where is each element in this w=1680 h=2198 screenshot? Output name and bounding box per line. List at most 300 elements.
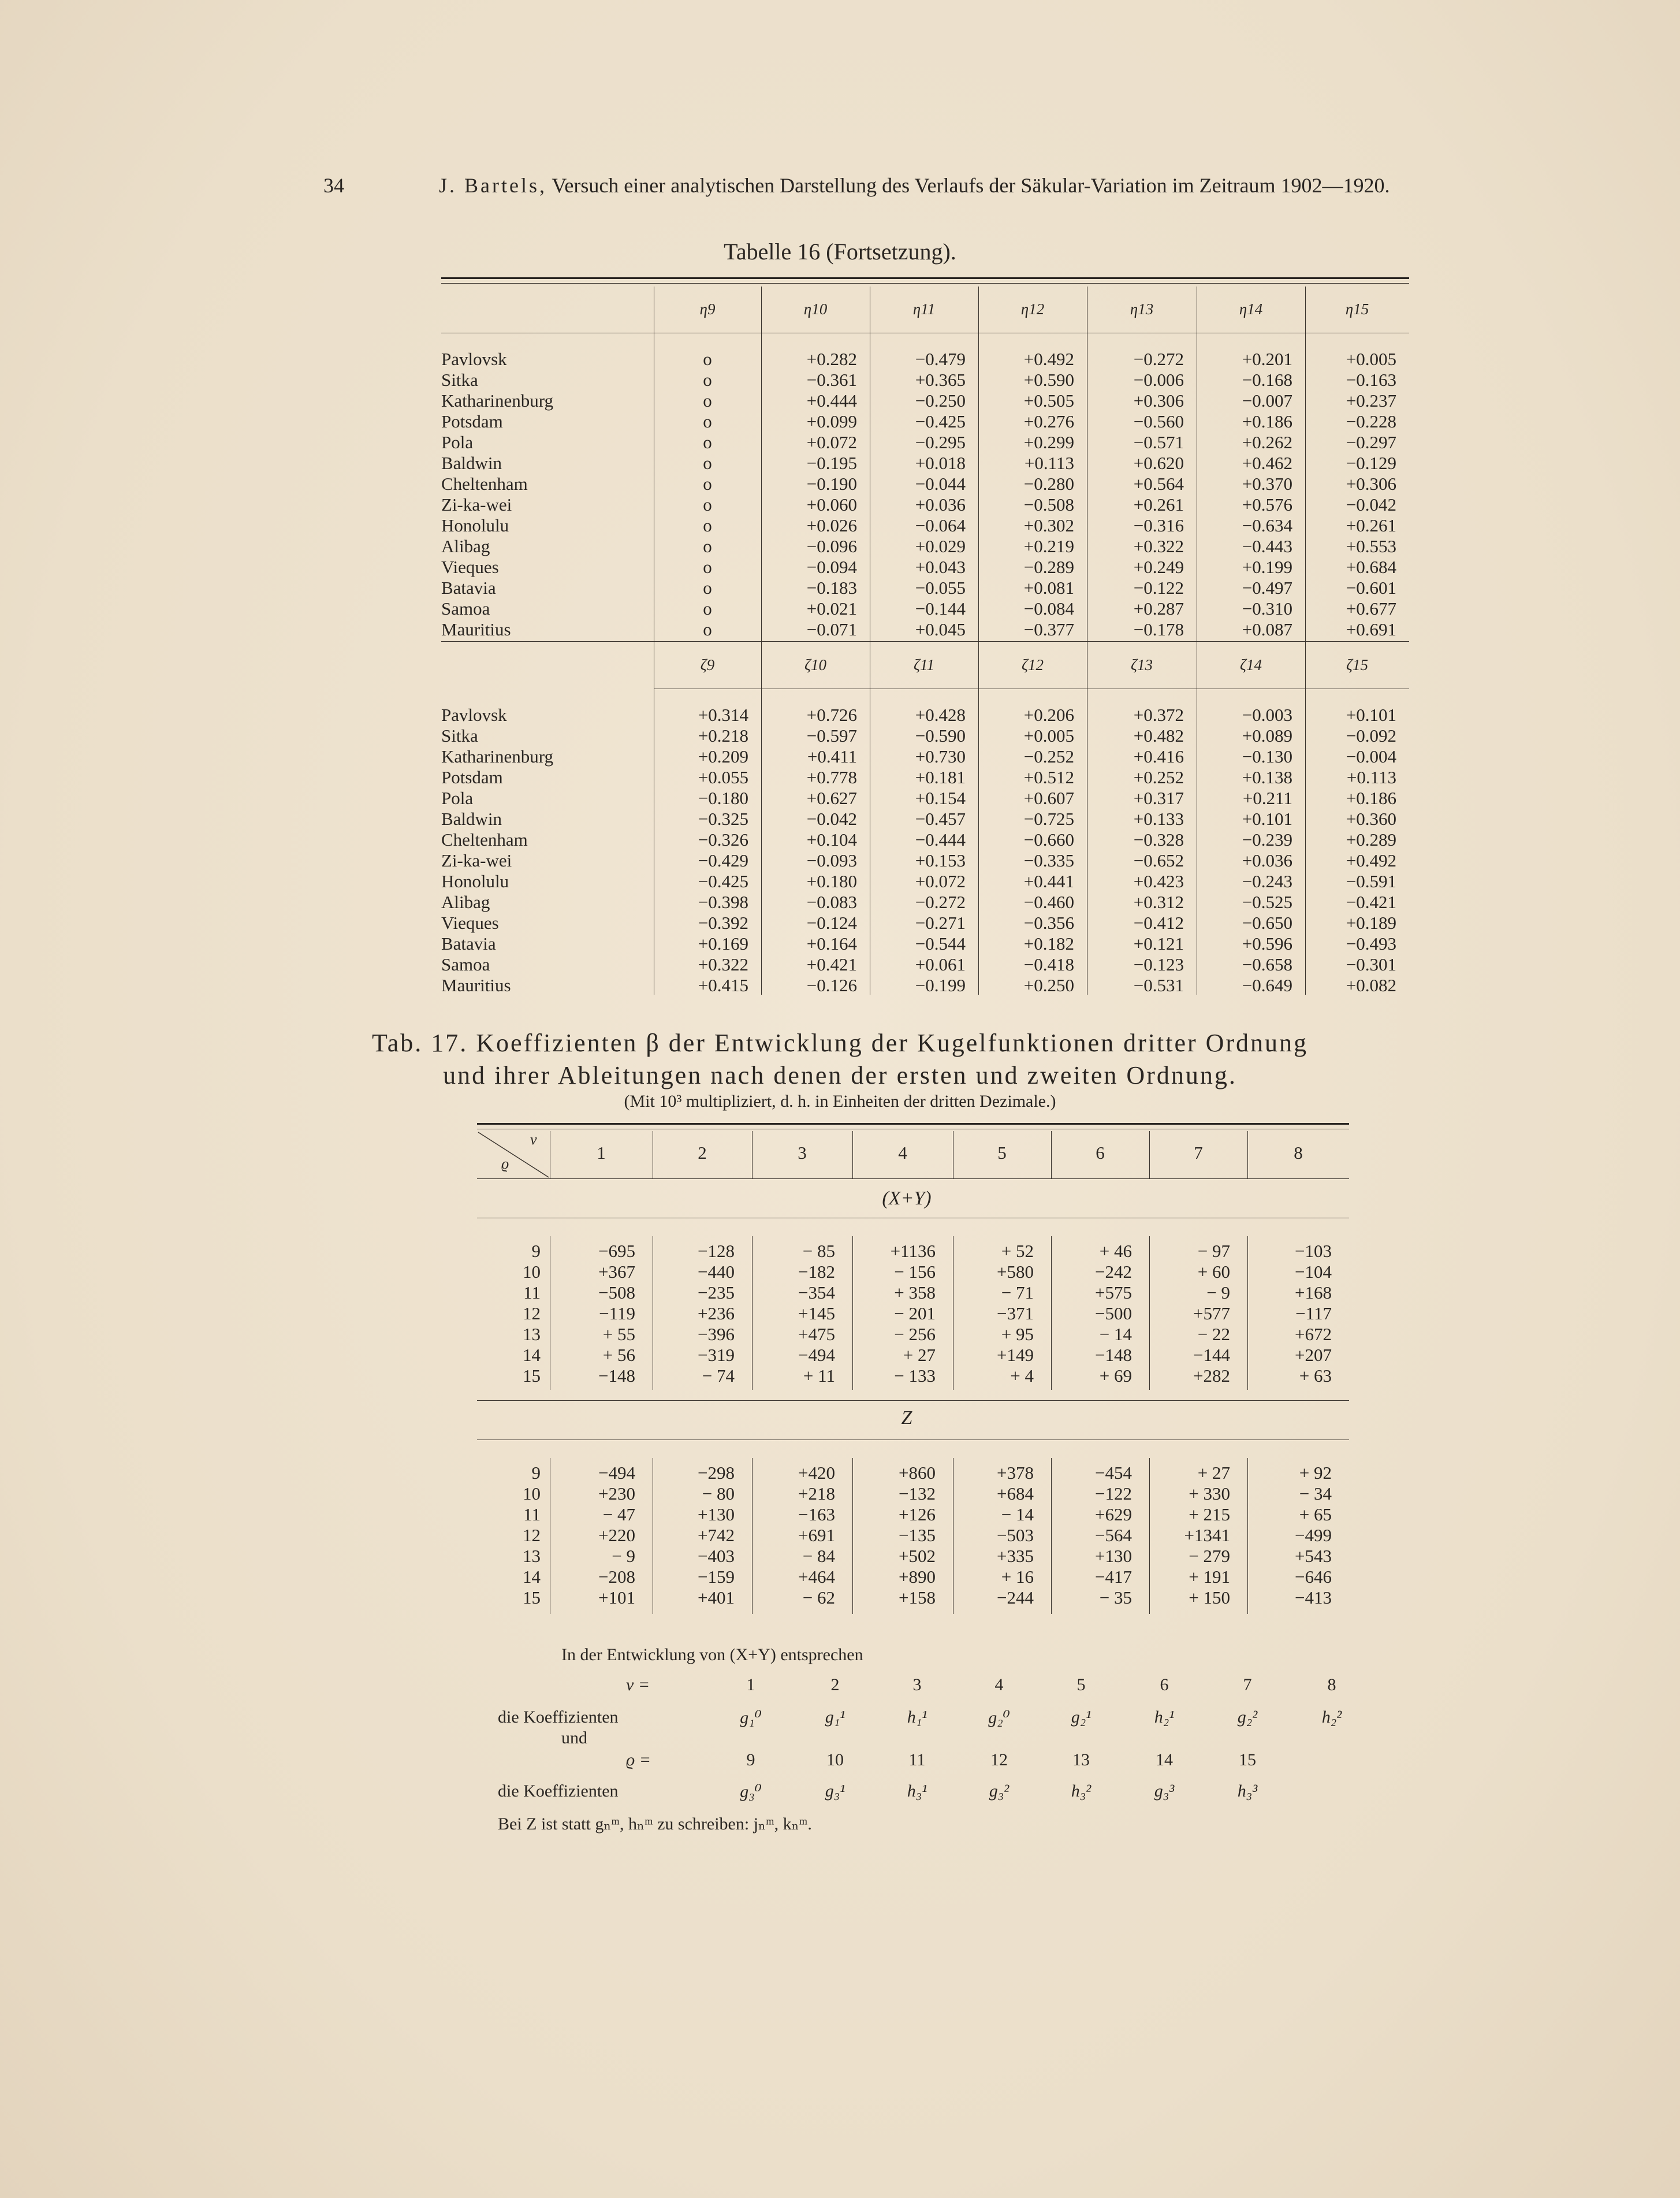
zeta-cell: +0.627 — [806, 788, 857, 808]
legend-coef-2: h₃³ — [1237, 1782, 1258, 1801]
legend-rho-value: 12 — [990, 1750, 1008, 1769]
zeta-cell: −0.531 — [1133, 975, 1184, 995]
xy_columns-cell: −494 — [798, 1345, 835, 1365]
xy_columns-cell: −117 — [1295, 1303, 1332, 1323]
eta-cell: +0.365 — [915, 370, 966, 390]
zeta-cell: −0.444 — [915, 830, 966, 850]
table17-col-header: 7 — [1194, 1143, 1203, 1163]
eta-cell: +0.444 — [806, 390, 857, 411]
zeta-cell: −0.326 — [698, 830, 748, 850]
xy_columns-column — [1247, 1241, 1332, 1386]
zeta-cell: +0.252 — [1133, 767, 1184, 787]
zeta-cell: −0.239 — [1242, 830, 1292, 850]
xy_columns-cell: +367 — [598, 1262, 635, 1282]
row-label: 13 — [523, 1324, 541, 1344]
xy_columns-cell: − 256 — [894, 1324, 936, 1344]
z_columns-cell: −298 — [698, 1463, 735, 1483]
station-name: Cheltenham — [441, 830, 528, 850]
z_columns-cell: −494 — [598, 1463, 635, 1483]
corner-rho: ϱ — [501, 1155, 509, 1172]
zeta-cell: +0.206 — [1023, 705, 1074, 725]
xy_columns-cell: + 46 — [1099, 1241, 1132, 1261]
z_columns-cell: +101 — [598, 1587, 635, 1608]
z_columns-cell: −413 — [1295, 1587, 1332, 1608]
zeta-cell: +0.036 — [1242, 850, 1292, 871]
station-name: Baldwin — [441, 809, 502, 829]
eta-cell: −0.094 — [806, 557, 857, 577]
zeta-cell: −0.335 — [1023, 850, 1074, 871]
zeta-cell: +0.415 — [698, 975, 748, 995]
zeta-cell: −0.083 — [806, 892, 857, 912]
xy_columns-cell: −235 — [698, 1282, 735, 1303]
eta-column — [978, 349, 1074, 640]
legend-nu-value: 6 — [1160, 1675, 1169, 1694]
z_columns-cell: + 191 — [1189, 1567, 1230, 1587]
eta-cell: −0.560 — [1133, 411, 1184, 432]
zeta-cell: +0.164 — [806, 934, 857, 954]
zeta-cell: −0.003 — [1242, 705, 1292, 725]
station-name: Batavia — [441, 578, 496, 598]
zeta-cell: +0.372 — [1133, 705, 1184, 725]
xy_columns-cell: −396 — [698, 1324, 735, 1344]
legend-footnote: Bei Z ist statt gₙᵐ, hₙᵐ zu schreiben: jₙᵐ, kₙᵐ. — [498, 1814, 812, 1833]
station-name: Vieques — [441, 913, 499, 933]
table17-col-header: 1 — [597, 1143, 606, 1163]
xy_columns-cell: + 358 — [894, 1282, 936, 1303]
eta-cell: +0.684 — [1346, 557, 1396, 577]
zeta-cell: −0.429 — [698, 850, 748, 871]
z_columns-cell: + 330 — [1189, 1483, 1230, 1504]
zeta-cell: +0.153 — [915, 850, 966, 871]
zeta-cell: −0.301 — [1346, 954, 1396, 975]
legend-coef-1: g₂¹ — [1071, 1708, 1092, 1727]
zeta-cell: −0.271 — [915, 913, 966, 933]
zeta-cell: +0.113 — [1346, 767, 1396, 787]
xy_columns-cell: − 74 — [702, 1366, 735, 1386]
eta-cell: o — [703, 578, 712, 598]
eta-cell: +0.261 — [1346, 515, 1396, 535]
eta-cell: −0.601 — [1346, 578, 1396, 598]
eta-cell: +0.677 — [1346, 598, 1396, 619]
zeta-cell: −0.199 — [915, 975, 966, 995]
zeta-cell: +0.133 — [1133, 809, 1184, 829]
eta-cell: +0.026 — [806, 515, 857, 535]
row-label-column — [477, 1241, 541, 1386]
eta-cell: −0.144 — [915, 598, 966, 619]
legend-nu-value: 2 — [830, 1675, 840, 1694]
eta-cell: −0.634 — [1242, 515, 1292, 535]
legend-nu-label: ν = — [626, 1675, 650, 1694]
eta-header: η10 — [803, 300, 828, 318]
row-label: 11 — [523, 1504, 541, 1524]
eta-cell: +0.087 — [1242, 619, 1292, 639]
eta-cell: −0.044 — [915, 474, 966, 494]
zeta-cell: +0.607 — [1023, 788, 1074, 808]
z_columns-cell: − 279 — [1189, 1546, 1230, 1566]
zeta-cell: −0.650 — [1242, 913, 1292, 933]
legend-rho-value: 15 — [1239, 1750, 1256, 1769]
xy_columns-cell: − 156 — [894, 1262, 936, 1282]
eta-cell: +0.287 — [1133, 598, 1184, 619]
table17-header-rule — [477, 1178, 1349, 1179]
zeta-cell: −0.252 — [1023, 746, 1074, 767]
header-author: J. Bartels, — [439, 174, 547, 197]
eta-cell: −0.508 — [1023, 494, 1074, 515]
station-name: Zi-ka-wei — [441, 494, 512, 515]
eta-cell: o — [703, 515, 712, 535]
zeta-cell: −0.126 — [806, 975, 857, 995]
z_columns-cell: −646 — [1295, 1567, 1332, 1587]
z_columns-cell: +220 — [598, 1525, 635, 1545]
eta-cell: −0.310 — [1242, 598, 1292, 619]
zeta-cell: −0.243 — [1242, 871, 1292, 891]
z_columns-column — [1051, 1463, 1132, 1608]
zeta-cell: +0.596 — [1242, 934, 1292, 954]
eta-cell: +0.021 — [806, 598, 857, 619]
eta-cell: −0.571 — [1133, 432, 1184, 452]
zeta-cell: −0.325 — [698, 809, 748, 829]
station-name: Alibag — [441, 892, 490, 912]
z_columns-cell: − 62 — [802, 1587, 835, 1608]
legend-coef-2: h₃² — [1071, 1782, 1092, 1801]
zeta-cell: −0.180 — [698, 788, 748, 808]
zeta-cell: +0.416 — [1133, 746, 1184, 767]
zeta-header: ζ10 — [804, 656, 826, 674]
table17-subtitle: (Mit 10³ multipliziert, d. h. in Einheiten der dritten Dezimale.) — [624, 1092, 1056, 1111]
z_columns-cell: +684 — [997, 1483, 1034, 1504]
xy_columns-column — [653, 1241, 735, 1386]
xy_columns-cell: + 56 — [602, 1345, 635, 1365]
xy_columns-cell: +145 — [798, 1303, 835, 1323]
zeta-cell: +0.101 — [1346, 705, 1396, 725]
eta-column — [654, 349, 761, 640]
zeta-cell: −0.328 — [1133, 830, 1184, 850]
zeta-header: ζ11 — [914, 656, 934, 674]
z_columns-cell: − 14 — [1001, 1504, 1034, 1524]
zeta-cell: −0.418 — [1023, 954, 1074, 975]
eta-cell: +0.099 — [806, 411, 857, 432]
zeta-cell: +0.360 — [1346, 809, 1396, 829]
zeta-cell: −0.272 — [915, 892, 966, 912]
legend-nu-value: 1 — [746, 1675, 755, 1694]
xy_columns-cell: + 11 — [803, 1366, 835, 1386]
xy_columns-cell: −354 — [798, 1282, 835, 1303]
zeta-cell: +0.101 — [1242, 809, 1292, 829]
eta-cell: −0.163 — [1346, 370, 1396, 390]
table17-title-line1: Tab. 17. Koeffizienten β der Entwicklung der Kugelfunktionen dritter Ordnung — [371, 1029, 1309, 1057]
legend-coef-1: h₁¹ — [907, 1708, 927, 1727]
xy_columns-cell: + 27 — [903, 1345, 936, 1365]
station-name: Pavlovsk — [441, 349, 507, 369]
xy_columns-cell: −508 — [598, 1282, 635, 1303]
xy_columns-cell: −104 — [1295, 1262, 1332, 1282]
row-label: 10 — [523, 1483, 541, 1504]
eta-cell: +0.060 — [806, 494, 857, 515]
station-name: Honolulu — [441, 515, 509, 535]
eta-cell: o — [703, 432, 712, 452]
station-name: Katharinenburg — [441, 390, 553, 411]
z_columns-cell: −417 — [1095, 1567, 1132, 1587]
zeta-cell: +0.314 — [698, 705, 748, 725]
xy_columns-cell: + 52 — [1001, 1241, 1034, 1261]
eta-cell: +0.302 — [1023, 515, 1074, 535]
eta-cell: o — [703, 536, 712, 556]
xy_columns-column — [1149, 1241, 1230, 1386]
zeta-cell: −0.591 — [1346, 871, 1396, 891]
table17-col-header: 3 — [798, 1143, 807, 1163]
table17-col-header: 2 — [698, 1143, 707, 1163]
z_columns-cell: +890 — [899, 1567, 936, 1587]
row-label: 11 — [523, 1282, 541, 1303]
zeta-column — [761, 705, 857, 996]
eta-cell: −0.195 — [806, 453, 857, 473]
z_columns-cell: −163 — [798, 1504, 835, 1524]
zeta-cell: −0.725 — [1023, 809, 1074, 829]
zeta-column — [1197, 705, 1292, 996]
eta-header: η14 — [1239, 300, 1263, 318]
eta-cell: +0.564 — [1133, 474, 1184, 494]
eta-cell: −0.297 — [1346, 432, 1396, 452]
row-label: 12 — [523, 1303, 541, 1323]
section-z: Z — [901, 1407, 912, 1429]
eta-cell: −0.007 — [1242, 390, 1292, 411]
xy_columns-cell: − 201 — [894, 1303, 936, 1323]
z_columns-column — [550, 1463, 635, 1608]
xy_columns-cell: +282 — [1193, 1366, 1230, 1386]
eta-cell: −0.228 — [1346, 411, 1396, 432]
xy_columns-cell: −144 — [1193, 1345, 1230, 1365]
zeta-cell: +0.209 — [698, 746, 748, 767]
station-name: Potsdam — [441, 767, 503, 787]
eta-cell: +0.018 — [915, 453, 966, 473]
eta-column — [1087, 349, 1184, 640]
eta-cell: +0.045 — [915, 619, 966, 639]
legend-rho-value: 10 — [826, 1750, 844, 1769]
zeta-cell: −0.093 — [806, 850, 857, 871]
z_columns-cell: + 92 — [1299, 1463, 1332, 1483]
z_columns-column — [752, 1463, 835, 1608]
eta-column — [761, 349, 857, 640]
z_columns-cell: + 16 — [1001, 1567, 1034, 1587]
eta-cell: −0.316 — [1133, 515, 1184, 535]
legend-und: und — [561, 1728, 587, 1747]
zeta-cell: −0.004 — [1346, 746, 1396, 767]
zeta-cell: −0.460 — [1023, 892, 1074, 912]
table17-col-header: 8 — [1294, 1143, 1303, 1163]
zeta-cell: +0.411 — [807, 746, 857, 767]
z_columns-cell: +629 — [1095, 1504, 1132, 1524]
zeta-cell: −0.425 — [698, 871, 748, 891]
eta-cell: o — [703, 390, 712, 411]
eta-cell: +0.322 — [1133, 536, 1184, 556]
zeta-cell: −0.092 — [1346, 726, 1396, 746]
row-label: 9 — [531, 1463, 541, 1483]
eta-cell: o — [703, 619, 712, 639]
legend-coef-2: g₃¹ — [825, 1782, 845, 1801]
eta-cell: +0.201 — [1242, 349, 1292, 369]
xy_columns-column — [852, 1241, 936, 1386]
zeta-cell: +0.005 — [1023, 726, 1074, 746]
zeta-column — [654, 705, 748, 996]
legend-nu-value: 8 — [1327, 1675, 1336, 1694]
z_columns-cell: − 80 — [702, 1483, 735, 1504]
legend-coef-1: g₂² — [1237, 1708, 1258, 1727]
legend-coef-1: g₂⁰ — [988, 1708, 1010, 1727]
zeta-header: ζ9 — [700, 656, 715, 674]
xy_columns-cell: −319 — [698, 1345, 735, 1365]
section-xy: (X+Y) — [882, 1188, 932, 1209]
xy_columns-column — [953, 1241, 1034, 1386]
station-name: Batavia — [441, 934, 496, 954]
station-name: Mauritius — [441, 619, 511, 639]
eta-cell: +0.276 — [1023, 411, 1074, 432]
eta-cell: −0.479 — [915, 349, 966, 369]
table17-col-header: 5 — [997, 1143, 1007, 1163]
xy_columns-cell: −371 — [997, 1303, 1034, 1323]
table17-corner-diagonal — [477, 1131, 550, 1178]
zeta-cell: +0.154 — [915, 788, 966, 808]
eta-cell: +0.249 — [1133, 557, 1184, 577]
station-name: Zi-ka-wei — [441, 850, 512, 871]
eta-cell: +0.199 — [1242, 557, 1292, 577]
eta-cell: −0.295 — [915, 432, 966, 452]
legend-rho-value: 14 — [1156, 1750, 1173, 1769]
row-label: 10 — [523, 1262, 541, 1282]
eta-cell: +0.299 — [1023, 432, 1074, 452]
eta-cell: −0.280 — [1023, 474, 1074, 494]
zeta-cell: +0.250 — [1023, 975, 1074, 995]
xy_columns-cell: −500 — [1095, 1303, 1132, 1323]
zeta-column — [870, 705, 966, 996]
xy_columns-cell: + 4 — [1010, 1366, 1034, 1386]
eta-cell: o — [703, 370, 712, 390]
eta-column — [1197, 349, 1292, 640]
legend-rho-value: 13 — [1072, 1750, 1090, 1769]
station-name: Baldwin — [441, 453, 502, 473]
z_columns-cell: +378 — [997, 1463, 1034, 1483]
eta-cell: −0.497 — [1242, 578, 1292, 598]
station-name: Sitka — [441, 726, 478, 746]
eta-cell: +0.029 — [915, 536, 966, 556]
z_columns-column — [953, 1463, 1034, 1608]
row-label: 12 — [523, 1525, 541, 1545]
row-label-column — [477, 1463, 541, 1608]
eta-cell: +0.370 — [1242, 474, 1292, 494]
eta-cell: +0.186 — [1242, 411, 1292, 432]
eta-cell: −0.361 — [806, 370, 857, 390]
header-title-line — [439, 173, 1390, 198]
eta-cell: +0.262 — [1242, 432, 1292, 452]
eta-cell: −0.042 — [1346, 494, 1396, 515]
zeta-cell: −0.412 — [1133, 913, 1184, 933]
z_columns-cell: +130 — [1095, 1546, 1132, 1566]
z_columns-cell: −403 — [698, 1546, 735, 1566]
zeta-cell: +0.072 — [915, 871, 966, 891]
eta-cell: o — [703, 411, 712, 432]
table17-col-header: 6 — [1096, 1143, 1105, 1163]
eta-cell: +0.306 — [1346, 474, 1396, 494]
xy_columns-cell: +672 — [1295, 1324, 1332, 1344]
corner-nu: ν — [530, 1131, 537, 1148]
zeta-cell: −0.652 — [1133, 850, 1184, 871]
xy_columns-cell: +580 — [997, 1262, 1034, 1282]
legend-coef-2: g₃² — [989, 1782, 1010, 1801]
zeta-cell: +0.730 — [915, 746, 966, 767]
z_columns-cell: +130 — [698, 1504, 735, 1524]
page-number: 34 — [323, 174, 344, 197]
zeta-cell: +0.061 — [915, 954, 966, 975]
zeta-cell: +0.312 — [1133, 892, 1184, 912]
eta-cell: +0.620 — [1133, 453, 1184, 473]
z_columns-cell: +691 — [798, 1525, 835, 1545]
z_columns-cell: −122 — [1095, 1483, 1132, 1504]
zeta-cell: +0.492 — [1346, 850, 1396, 871]
eta-cell: +0.237 — [1346, 390, 1396, 411]
z_columns-cell: +230 — [598, 1483, 635, 1504]
eta-cell: +0.081 — [1023, 578, 1074, 598]
station-name: Pavlovsk — [441, 705, 507, 725]
xy_columns-cell: −119 — [599, 1303, 635, 1323]
eta-cell: −0.055 — [915, 578, 966, 598]
table16-stations-zeta — [441, 705, 553, 996]
z_columns-cell: +464 — [798, 1567, 835, 1587]
row-label: 14 — [523, 1567, 541, 1587]
legend-coef-1: h₂¹ — [1154, 1708, 1175, 1727]
z_columns-cell: −208 — [598, 1567, 635, 1587]
xy_columns-column — [1051, 1241, 1132, 1386]
zeta-cell: −0.544 — [915, 934, 966, 954]
zeta-cell: +0.104 — [806, 830, 857, 850]
zeta-cell: −0.597 — [806, 726, 857, 746]
zeta-cell: +0.512 — [1023, 767, 1074, 787]
zeta-cell: +0.138 — [1242, 767, 1292, 787]
z_columns-cell: + 150 — [1189, 1587, 1230, 1608]
eta-cell: −0.190 — [806, 474, 857, 494]
legend-coef-1: g₁⁰ — [740, 1708, 762, 1727]
table16-stations-eta — [441, 349, 553, 640]
eta-cell: −0.377 — [1023, 619, 1074, 639]
xy_columns-cell: −242 — [1095, 1262, 1132, 1282]
z_columns-cell: −564 — [1095, 1525, 1132, 1545]
zeta-cell: +0.211 — [1242, 788, 1292, 808]
legend-coef-1: h₂² — [1321, 1708, 1342, 1727]
station-name: Alibag — [441, 536, 490, 556]
zeta-cell: −0.421 — [1346, 892, 1396, 912]
z_columns-cell: +218 — [798, 1483, 835, 1504]
eta-cell: +0.505 — [1023, 390, 1074, 411]
z_columns-cell: + 65 — [1299, 1504, 1332, 1524]
eta-cell: −0.425 — [915, 411, 966, 432]
zeta-cell: −0.398 — [698, 892, 748, 912]
legend-coef-label: die Koeffizienten — [498, 1708, 619, 1727]
zeta-column — [978, 705, 1074, 996]
eta-cell: −0.183 — [806, 578, 857, 598]
eta-column — [1305, 349, 1396, 640]
eta-cell: o — [703, 598, 712, 619]
eta-column — [870, 349, 966, 640]
station-name: Samoa — [441, 954, 490, 975]
zeta-cell: +0.180 — [806, 871, 857, 891]
zeta-cell: +0.055 — [698, 767, 748, 787]
station-name: Cheltenham — [441, 474, 528, 494]
station-name: Pola — [441, 432, 474, 452]
eta-cell: o — [703, 557, 712, 577]
legend-coef-2: g₃³ — [1154, 1782, 1175, 1801]
xy_columns-cell: − 133 — [894, 1366, 936, 1386]
eta-cell: +0.492 — [1023, 349, 1074, 369]
zeta-cell: −0.123 — [1133, 954, 1184, 975]
xy_columns-cell: +207 — [1295, 1345, 1332, 1365]
